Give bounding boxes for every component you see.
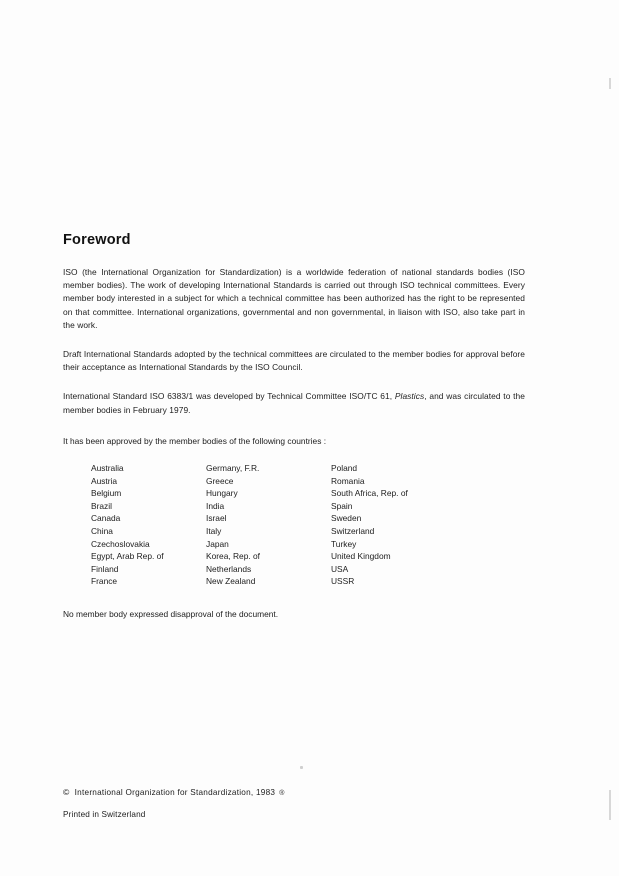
approved-countries-intro: It has been approved by the member bodies of the following countries : — [63, 435, 327, 446]
scan-edge-mark-top — [609, 78, 611, 89]
list-item: Poland — [331, 463, 358, 474]
list-item: USA — [331, 563, 349, 574]
list-item: Australia — [91, 463, 124, 474]
list-item: Belgium — [91, 488, 122, 499]
list-item: Israel — [206, 513, 227, 524]
list-item: Romania — [331, 475, 365, 486]
list-item: Sweden — [331, 513, 362, 524]
standard-paragraph-before: International Standard ISO 6383/1 was developed by Technical Committee ISO/TC 61, — [63, 391, 395, 402]
list-item: Canada — [91, 513, 121, 524]
foreword-paragraph-2: Draft International Standards adopted by the technical committees are circulated to the member bodies for approval before their acceptance as International Standards by the ISO Council. — [63, 349, 525, 373]
scan-speck — [300, 766, 303, 769]
document-content — [63, 232, 525, 621]
copyright-icon: © — [63, 787, 70, 797]
registered-icon: ® — [279, 790, 285, 797]
scan-edge-mark-bottom — [609, 790, 611, 820]
copyright-line — [63, 786, 533, 800]
page-title: Foreword — [63, 232, 131, 248]
list-item: Czechoslovakia — [91, 538, 150, 549]
standard-paragraph-italic: Plastics — [394, 391, 425, 402]
page-footer — [63, 786, 533, 800]
list-item: South Africa, Rep. of — [331, 488, 408, 499]
list-item: Hungary — [206, 488, 238, 499]
list-item: India — [206, 500, 225, 511]
list-item: Spain — [331, 500, 353, 511]
disapproval-note: No member body expressed disapproval of the document. — [63, 608, 279, 619]
country-list — [91, 462, 491, 588]
list-item: Korea, Rep. of — [206, 551, 261, 562]
list-item: Japan — [206, 538, 229, 549]
standard-paragraph — [63, 390, 525, 416]
list-item: Netherlands — [206, 563, 252, 574]
list-item: United Kingdom — [331, 551, 391, 562]
list-item: Italy — [206, 526, 222, 536]
foreword-paragraph-1: ISO (the International Organization for Standardization) is a worldwide federation of national standards bodies (ISO member bodies). The work of developing International Standards is carried out through ISO technical committees. Every member body interested in a subject for which a technical committee has been authorized has the right to be represented on that committee. International organizations, governmental and non governmental, in liaison with ISO, also take part in the work. — [63, 267, 525, 330]
list-item: Austria — [91, 475, 118, 486]
list-item: Brazil — [91, 500, 112, 511]
list-item: Germany, F.R. — [206, 463, 260, 474]
list-item: Turkey — [331, 538, 357, 549]
standard-paragraph-after: , and was circulated to the member bodies in February 1979. — [63, 391, 525, 415]
list-item: Finland — [91, 563, 119, 574]
copyright-text: International Organization for Standardization, 1983 — [74, 788, 276, 797]
list-item: China — [91, 526, 113, 536]
list-item: USSR — [331, 576, 355, 587]
printed-in-line: Printed in Switzerland — [63, 810, 146, 819]
list-item: France — [91, 576, 118, 587]
list-item: Egypt, Arab Rep. of — [91, 551, 164, 562]
list-item: Switzerland — [331, 526, 375, 536]
list-item: New Zealand — [206, 576, 256, 587]
list-item: Greece — [206, 475, 234, 486]
